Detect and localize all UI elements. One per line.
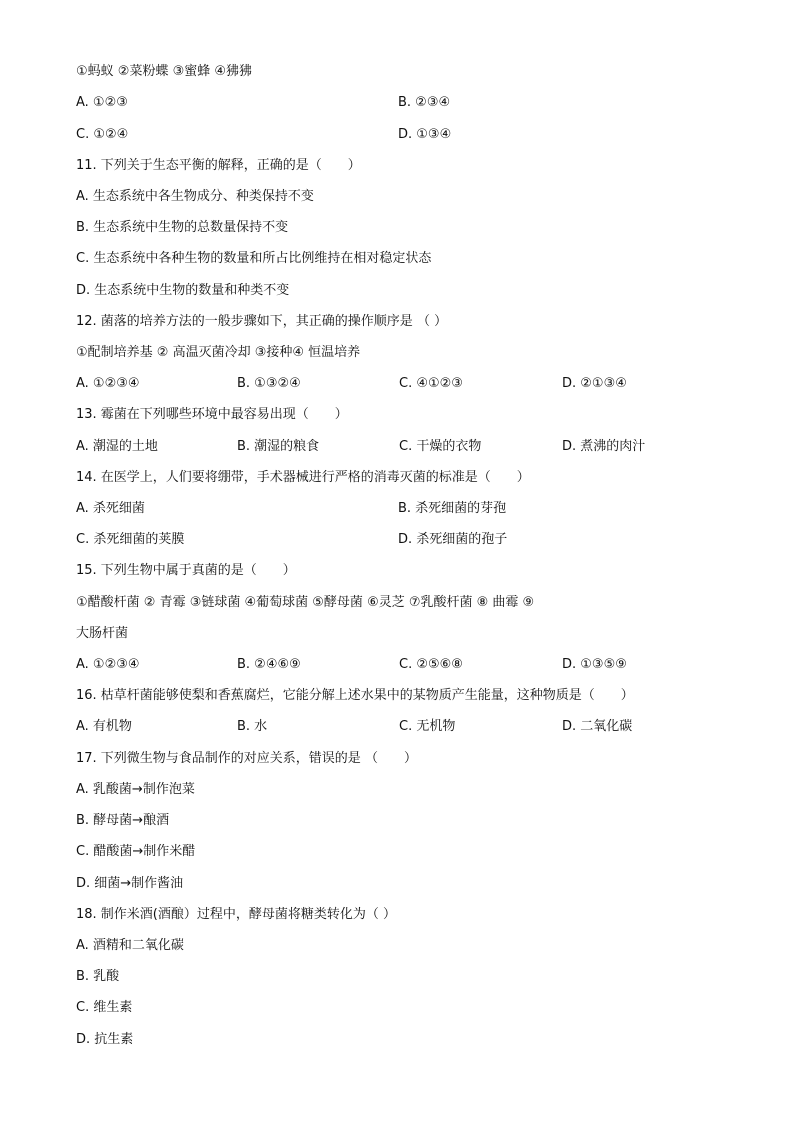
q15-stem: 15. 下列生物中属于真菌的是（ ） [76,563,296,578]
q13-option-a: A. 潮湿的土地 [76,439,158,454]
q14-option-a: A. 杀死细菌 [76,501,145,516]
q15-items-line1: ①醋酸杆菌 ② 青霉 ③链球菌 ④葡萄球菌 ⑤酵母菌 ⑥灵芝 ⑦乳酸杆菌 ⑧ 曲霉 ⑨ [76,595,535,610]
q12-option-b: B. ①③②④ [237,376,301,391]
q10-option-a: A. ①②③ [76,95,128,110]
q17-option-b: B. 酵母菌→酿酒 [76,813,170,828]
q11-option-d: D. 生态系统中生物的数量和种类不变 [76,283,290,298]
q15-option-c: C. ②⑤⑥⑧ [399,657,463,672]
q15-option-a: A. ①②③④ [76,657,140,672]
q12-steps: ①配制培养基 ② 高温灭菌冷却 ③接种④ 恒温培养 [76,345,361,360]
q14-stem: 14. 在医学上，人们要将绷带，手术器械进行严格的消毒灭菌的标准是（ ） [76,470,530,485]
q18-option-d: D. 抗生素 [76,1032,134,1047]
q12-stem: 12. 菌落的培养方法的一般步骤如下，其正确的操作顺序是 （ ） [76,314,448,329]
q14-option-d: D. 杀死细菌的孢子 [398,532,508,547]
q12-option-c: C. ④①②③ [399,376,463,391]
q13-stem: 13. 霉菌在下列哪些环境中最容易出现（ ） [76,407,348,422]
q11-option-c: C. 生态系统中各种生物的数量和所占比例维持在相对稳定状态 [76,251,432,266]
q13-option-d: D. 煮沸的肉汁 [562,439,646,454]
q18-option-c: C. 维生素 [76,1000,133,1015]
q14-option-b: B. 杀死细菌的芽孢 [398,501,507,516]
q16-option-a: A. 有机物 [76,719,132,734]
q16-option-b: B. 水 [237,719,268,734]
q18-option-a: A. 酒精和二氧化碳 [76,938,184,953]
q18-stem: 18. 制作米酒(酒酿）过程中，酵母菌将糖类转化为（ ） [76,907,397,922]
q10-option-d: D. ①③④ [398,127,452,142]
q11-option-a: A. 生态系统中各生物成分、种类保持不变 [76,189,314,204]
q11-stem: 11. 下列关于生态平衡的解释，正确的是（ ） [76,158,361,173]
q13-option-b: B. 潮湿的粮食 [237,439,320,454]
q18-option-b: B. 乳酸 [76,969,120,984]
q17-stem: 17. 下列微生物与食品制作的对应关系，错误的是 （ ） [76,751,417,766]
q15-items-line2: 大肠杆菌 [76,626,129,641]
q12-option-d: D. ②①③④ [562,376,627,391]
q16-stem: 16. 枯草杆菌能够使梨和香蕉腐烂，它能分解上述水果中的某物质产生能量，这种物质是（ ） [76,688,634,703]
q17-option-a: A. 乳酸菌→制作泡菜 [76,782,195,797]
q14-option-c: C. 杀死细菌的荚膜 [76,532,185,547]
q10-option-b: B. ②③④ [398,95,451,110]
q15-option-d: D. ①③⑤⑨ [562,657,627,672]
q12-option-a: A. ①②③④ [76,376,140,391]
q13-option-c: C. 干燥的衣物 [399,439,482,454]
q10-option-c: C. ①②④ [76,127,129,142]
q17-option-d: D. 细菌→制作酱油 [76,876,184,891]
q11-option-b: B. 生态系统中生物的总数量保持不变 [76,220,289,235]
q16-option-d: D. 二氧化碳 [562,719,633,734]
q16-option-c: C. 无机物 [399,719,456,734]
q17-option-c: C. 醋酸菌→制作米醋 [76,844,196,859]
q10-items: ①蚂蚁 ②菜粉蝶 ③蜜蜂 ④狒狒 [76,64,253,79]
q15-option-b: B. ②④⑥⑨ [237,657,301,672]
